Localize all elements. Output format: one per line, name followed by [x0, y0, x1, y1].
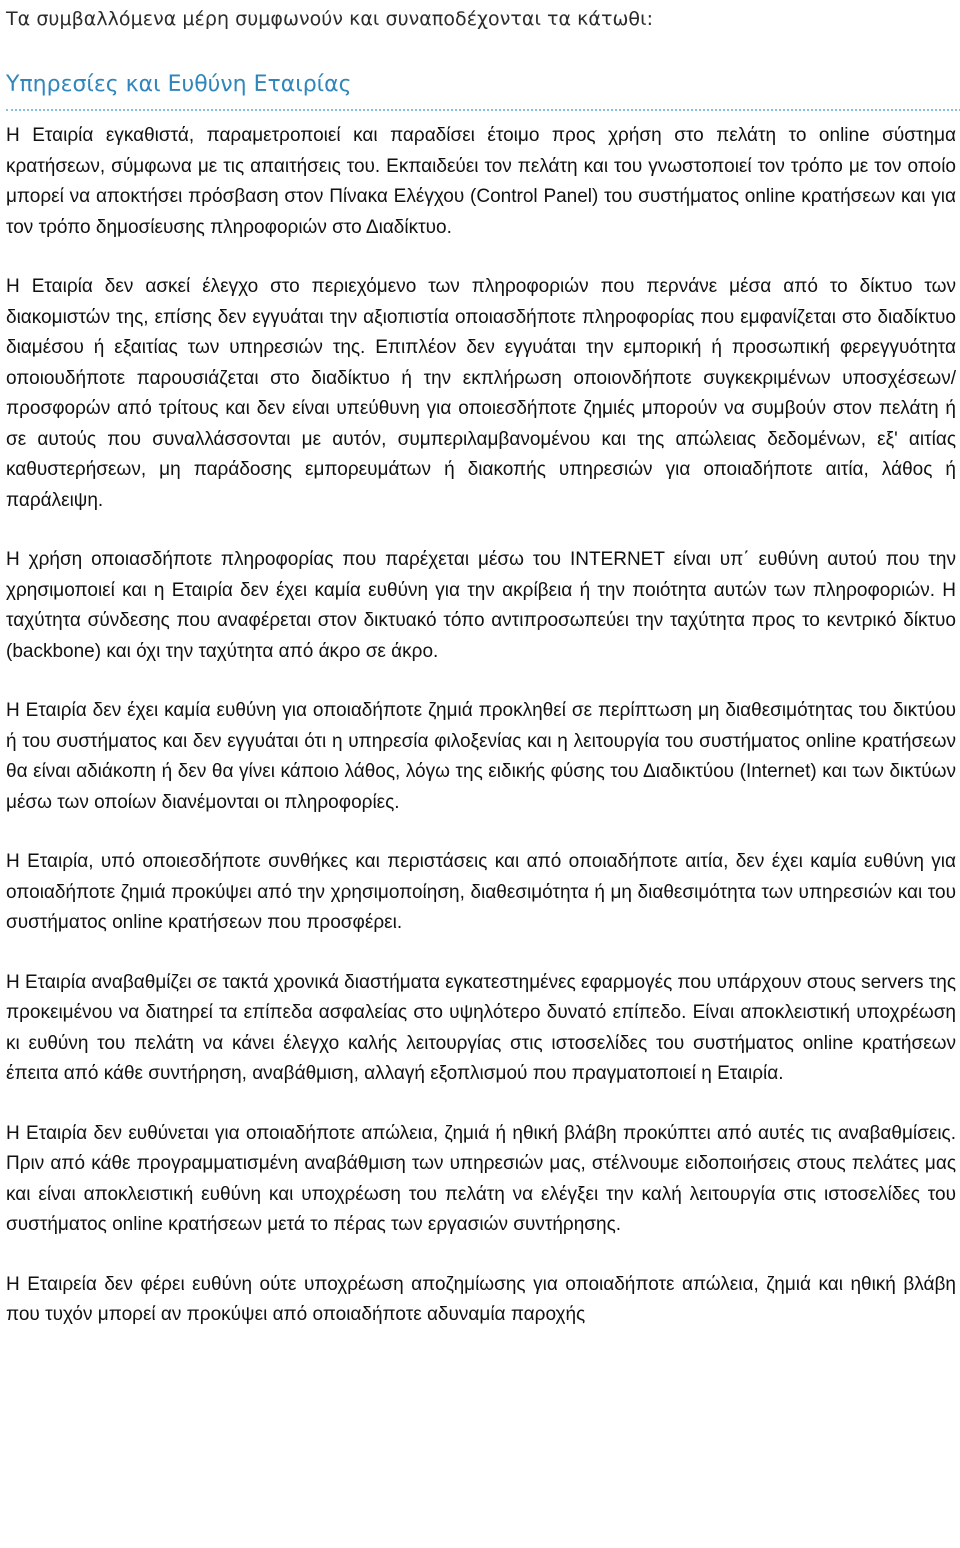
paragraph-liability: Η Εταιρία, υπό οποιεσδήποτε συνθήκες και περιστάσεις και από οποιαδήποτε αιτία, δεν έχει καμία ευθύνη για οποιαδήποτε ζημιά προκύψει από την χρησιμοποίηση, διαθεσιμότητα ή μη διαθεσιμότητα των υπηρεσιών και του συστήματος online κρατήσεων που προσφέρει. — [6, 851, 956, 933]
paragraph-upgrade-losses: Η Εταιρία δεν ευθύνεται για οποιαδήποτε απώλεια, ζημιά ή ηθική βλάβη προκύπτει από αυτές τις αναβαθμίσεις. Πριν από κάθε προγραμματισμένη αναβάθμιση των υπηρεσιών μας, στέλνουμε ειδοποιήσεις στους πελάτες μας και είναι αποκλειστική ευθύνη και υποχρέωση του πελάτη να ελέγξει την καλή λειτουργία στις ιστοσελίδες του συστήματος online κρατήσεων μετά το πέρας των εργασιών συντήρησης. — [6, 1122, 956, 1235]
paragraph-setup: Η Εταιρία εγκαθιστά, παραμετροποιεί και παραδίσει έτοιμο προς χρήση στο πελάτη το online σύστημα κρατήσεων, σύμφωνα με τις απαιτήσεις του. Εκπαιδεύει τον πελάτη και του γνωστοποιεί τον τρόπο με τον οποίο μπορεί να αποκτήσει πρόσβαση στον Πίνακα Ελέγχου (Control Panel) του συστήματος online κρατήσεων και για τον τρόπο δημοσίευσης πληροφοριών στο Διαδίκτυο. — [6, 125, 956, 238]
intro-line: Τα συμβαλλόμενα μέρη συμφωνούν και συναποδέχονται τα κάτωθι: — [6, 8, 654, 30]
paragraph-compensation: Η Εταιρεία δεν φέρει ευθύνη ούτε υποχρέωση αποζημίωσης για οποιαδήποτε απώλεια, ζημιά και ηθική βλάβη που τυχόν μπορεί αν προκύψει από οποιαδήποτε αδυναμία παροχής — [6, 1273, 956, 1325]
paragraph-availability: Η Εταιρία δεν έχει καμία ευθύνη για οποιαδήποτε ζημιά προκληθεί σε περίπτωση μη διαθεσιμότητας του δικτύου ή του συστήματος και δεν εγγυάται ότι η υπηρεσία φιλοξενίας και η λειτουργία του συστήματος online κρατήσεων θα είναι αδιάκοπη ή δεν θα γίνει κάποιο λάθος, λόγω της ειδικής φύσης του Διαδικτύου (Internet) και των δικτύων μέσω των οποίων διανέμονται οι πληροφορίες. — [6, 700, 956, 813]
document-page — [6, 0, 956, 1360]
paragraph-internet-usage: Η χρήση οποιασδήποτε πληροφορίας που παρέχεται μέσω του INTERNET είναι υπ΄ ευθύνη αυτού που την χρησιμοποιεί και η Εταιρία δεν έχει καμία ευθύνη για την ακρίβεια ή την ποιότητα αυτών των πληροφοριών. Η ταχύτητα σύνδεσης που αναφέρεται στον δικτυακό τόπο αντιπροσωπεύει την ταχύτητα προς το κεντρικό δίκτυο (backbone) και όχι την ταχύτητα από άκρο σε άκρο. — [6, 549, 956, 662]
paragraph-content-control: Η Εταιρία δεν ασκεί έλεγχο στο περιεχόμενο των πληροφοριών που περνάνε μέσα από το δίκτυο των διακομιστών της, επίσης δεν εγγυάται την αξιοπιστία οποιασδήποτε πληροφορίας που εμφανίζεται στο διαδίκτυο διαμέσου ή εξαιτίας των υπηρεσιών της. Επιπλέον δεν εγγυάται την εμπορική ή προσωπική φερεγγυότητα οποιουδήποτε παρουσιάζεται στο διαδίκτυο ή την εκπλήρωση οποιονδήποτε συγκεκριμένων υποσχέσεων/προσφορών από τρίτους και δεν είναι υπεύθυνη για οποιεσδήποτε ζημιές μπορούν να συμβούν στον πελάτη ή σε αυτούς που συναλλάσσονται με αυτόν, συμπεριλαμβανομένου και της απώλειας δεδομένων, εξ' αιτίας καθυστερήσεων, μη παράδοσης εμπορευμάτων ή διακοπής υπηρεσιών για οποιαδήποτε αιτία, λάθος ή παράλειψη. — [6, 276, 956, 511]
heading-divider — [6, 109, 960, 111]
paragraph-upgrades: Η Εταιρία αναβαθμίζει σε τακτά χρονικά διαστήματα εγκατεστημένες εφαρμογές που υπάρχουν στους servers της προκειμένου να διατηρεί τα επίπεδα ασφαλείας στο υψηλότερο δυνατό επίπεδο. Είναι αποκλειστική υποχρέωση κι ευθύνη του πελάτη να κάνει έλεγχο καλής λειτουργίας στις ιστοσελίδες του συστήματος online κρατήσεων έπειτα από κάθε συντήρηση, αναβάθμιση, αλλαγή εξοπλισμού που πραγματοποιεί η Εταιρία. — [6, 971, 956, 1084]
section-body — [6, 121, 956, 1331]
section-heading: Υπηρεσίες και Ευθύνη Εταιρίας — [6, 72, 352, 97]
